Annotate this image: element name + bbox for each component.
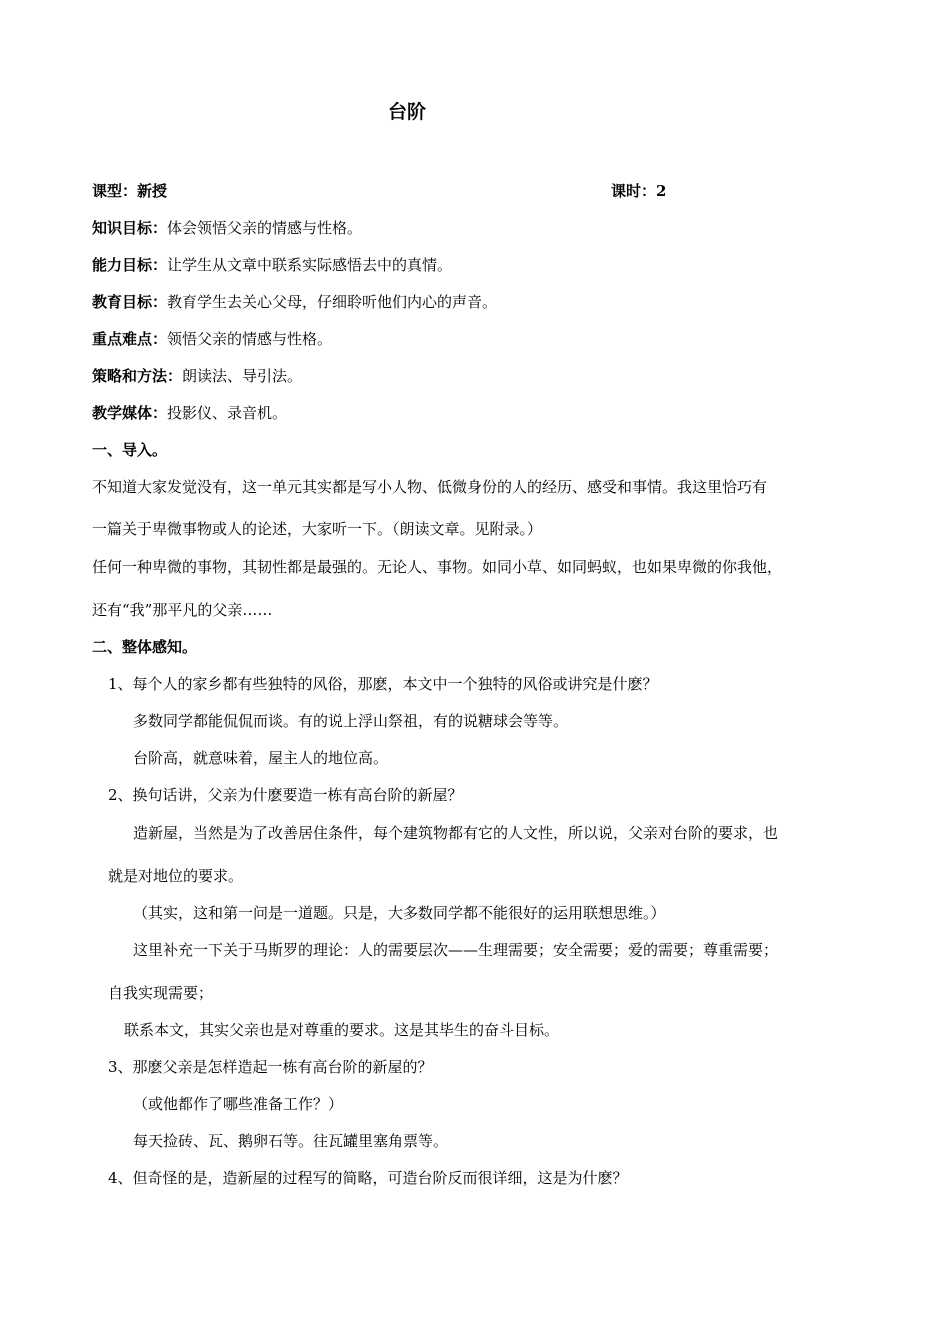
objective-text: 领悟父亲的情感与性格。 (167, 330, 333, 348)
objective-label: 教育目标： (92, 293, 168, 311)
periods: 课时：2 (611, 182, 667, 200)
paragraph-line: 还有“我”那平凡的父亲…… (92, 601, 273, 619)
objective-text: 投影仪、录音机。 (167, 404, 288, 422)
question-line: 2、换句话讲，父亲为什麽要造一栋有高台阶的新屋？ (108, 786, 463, 804)
objective-text: 朗读法、导引法。 (182, 367, 303, 385)
question-line: 1、每个人的家乡都有些独特的风俗，那麽，本文中一个独特的风俗或讲究是什麽？ (108, 675, 658, 693)
objective-label: 重点难点： (92, 330, 168, 348)
answer-line: 联系本文，其实父亲也是对尊重的要求。这是其毕生的奋斗目标。 (124, 1021, 560, 1039)
answer-line: 多数同学都能侃侃而谈。有的说上浮山祭祖，有的说糖球会等等。 (133, 712, 569, 730)
answer-line: 造新屋，当然是为了改善居住条件，每个建筑物都有它的人文性，所以说，父亲对台阶的要求，也 (133, 824, 779, 842)
objective-knowledge (92, 218, 362, 238)
objective-label: 知识目标： (92, 219, 168, 237)
objective-ability (92, 255, 452, 275)
answer-line: 自我实现需要； (108, 984, 214, 1002)
objective-text: 体会领悟父亲的情感与性格。 (167, 219, 363, 237)
paragraph-line: 一篇关于卑微事物或人的论述，大家听一下。（朗读文章。见附录。） (92, 520, 543, 538)
objective-text: 让学生从文章中联系实际感悟去中的真情。 (167, 256, 453, 274)
objective-label: 策略和方法： (92, 367, 183, 385)
answer-line: 就是对地位的要求。 (108, 867, 244, 885)
paragraph-line: 不知道大家发觉没有，这一单元其实都是写小人物、低微身份的人的经历、感受和事情。我这里恰巧有 (92, 478, 768, 496)
objective-text: 教育学生去关心父母，仔细聆听他们内心的声音。 (167, 293, 498, 311)
section1-heading: 一、导入。 (92, 441, 168, 459)
paragraph-line: 任何一种卑微的事物，其韧性都是最强的。无论人、事物。如同小草、如同蚂蚁，也如果卑微的你我他， (92, 558, 783, 576)
objective-key-points (92, 329, 332, 349)
question-line: 3、那麽父亲是怎样造起一栋有高台阶的新屋的？ (108, 1058, 433, 1076)
objective-education (92, 292, 497, 312)
course-type: 课型：新授 (92, 182, 168, 200)
answer-line: 每天捡砖、瓦、鹅卵石等。往瓦罐里塞角票等。 (133, 1132, 449, 1150)
objective-media (92, 403, 287, 423)
objective-label: 能力目标： (92, 256, 168, 274)
answer-line: （或他都作了哪些准备工作？） (133, 1095, 344, 1113)
answer-line: 这里补充一下关于马斯罗的理论：人的需要层次——生理需要；安全需要；爱的需要；尊重需要； (133, 941, 779, 959)
page-title: 台阶 (388, 101, 427, 123)
section2-heading: 二、整体感知。 (92, 638, 198, 656)
objective-label: 教学媒体： (92, 404, 168, 422)
answer-line: （其实，这和第一问是一道题。只是，大多数同学都不能很好的运用联想思维。） (133, 904, 666, 922)
question-line: 4、但奇怪的是，造新屋的过程写的简略，可造台阶反而很详细，这是为什麽？ (108, 1169, 628, 1187)
answer-line: 台阶高，就意味着，屋主人的地位高。 (133, 749, 389, 767)
objective-methods (92, 366, 302, 386)
